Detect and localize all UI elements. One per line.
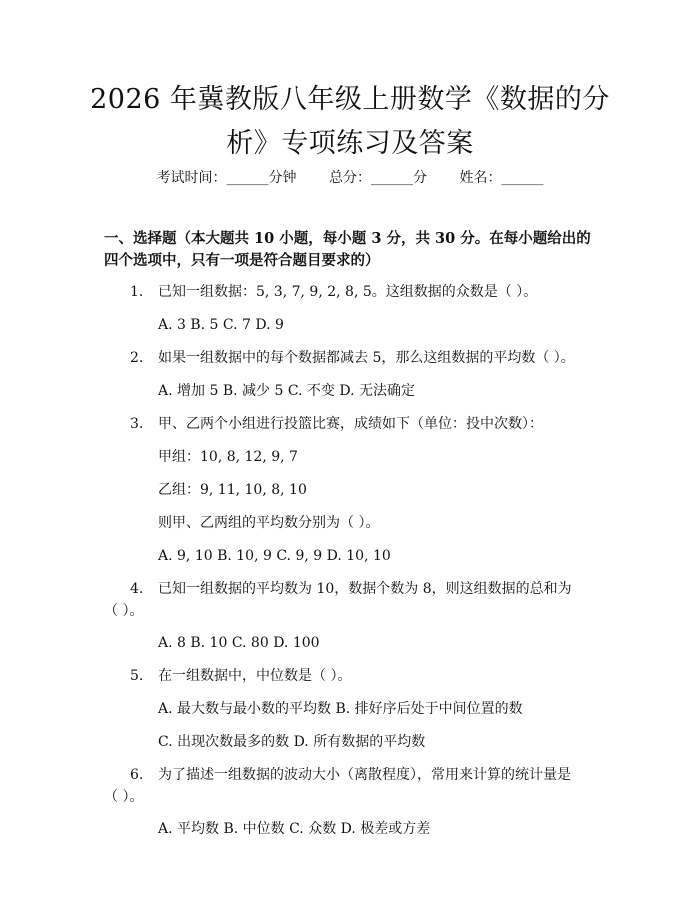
question-text: 已知一组数据的平均数为 10，数据个数为 8，则这组数据的总和为（ ）。: [104, 581, 572, 619]
question-number: 4.: [130, 581, 144, 597]
section-heading: 一、选择题（本大题共 10 小题，每小题 3 分，共 30 分。在每小题给出的四个选项中，只有一项是符合题目要求的）: [104, 230, 591, 269]
question-3-group-b: 乙组：9, 11, 10, 8, 10: [158, 482, 307, 498]
question-4-options: A. 8 B. 10 C. 80 D. 100: [158, 635, 320, 651]
question-3-options: A. 9, 10 B. 10, 9 C. 9, 9 D. 10, 10: [158, 548, 391, 564]
question-number: 2.: [130, 350, 144, 366]
question-6: [104, 764, 584, 808]
question-number: 1.: [130, 284, 144, 300]
total-score: 总分：______分: [329, 170, 427, 186]
page-title: [70, 78, 630, 166]
title-line-1: 2026 年冀教版八年级上册数学《数据的分: [90, 84, 610, 115]
question-5-options: A. 最大数与最小数的平均数 B. 排好序后处于中间位置的数: [158, 701, 523, 717]
student-name: 姓名：______: [459, 170, 544, 186]
question-text: 如果一组数据中的每个数据都减去 5，那么这组数据的平均数（ ）。: [158, 350, 575, 366]
title-line-2: 析》专项练习及答案: [226, 128, 474, 159]
question-text: 甲、乙两个小组进行投篮比赛，成绩如下（单位：投中次数）：: [158, 416, 543, 432]
question-number: 5.: [130, 668, 144, 684]
question-2-options: A. 增加 5 B. 减少 5 C. 不变 D. 无法确定: [158, 383, 416, 399]
question-text: 在一组数据中，中位数是（ ）。: [158, 668, 352, 684]
question-6-options: A. 平均数 B. 中位数 C. 众数 D. 极差或方差: [158, 821, 431, 837]
question-number: 3.: [130, 416, 144, 432]
question-number: 6.: [130, 767, 144, 783]
question-3-prompt: 则甲、乙两组的平均数分别为（ ）。: [158, 515, 380, 531]
question-5-options-2: C. 出现次数最多的数 D. 所有数据的平均数: [158, 734, 426, 750]
question-1-options: A. 3 B. 5 C. 7 D. 9: [158, 317, 284, 333]
question-text: 已知一组数据：5, 3, 7, 9, 2, 8, 5。这组数据的众数是（ ）。: [158, 284, 538, 300]
question-3-group-a: 甲组：10, 8, 12, 9, 7: [158, 449, 298, 465]
exam-info: [0, 168, 700, 188]
exam-time: 考试时间：______分钟: [156, 170, 297, 186]
question-4: [104, 578, 584, 622]
question-text: 为了描述一组数据的波动大小（离散程度），常用来计算的统计量是（ ）。: [104, 767, 571, 805]
